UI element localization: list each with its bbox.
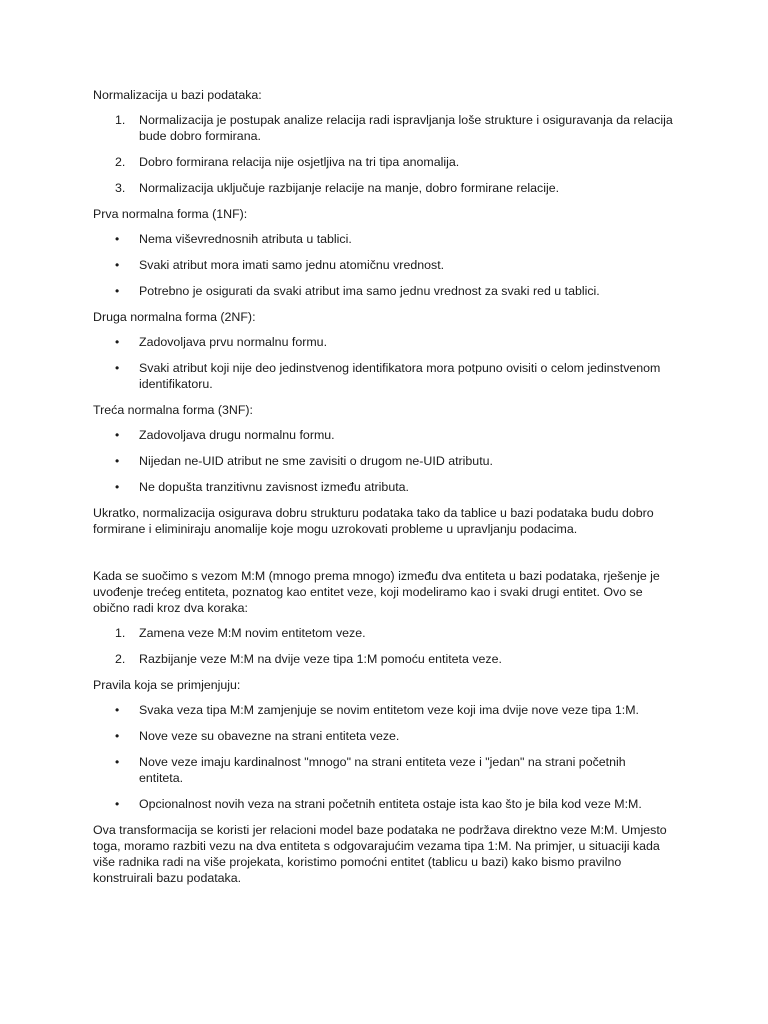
list-item-text: Normalizacija je postupak analize relacija radi ispravljanja loše strukture i osiguravanja da relacija bude dobro formirana. [139,113,673,143]
intro-list [93,112,673,196]
list-number: 2. [115,155,126,169]
list-item-text: Normalizacija uključuje razbijanje relacije na manje, dobro formirane relacije. [139,181,560,195]
list-item-text: Zadovoljava prvu normalnu formu. [139,335,328,349]
list-item [93,651,673,667]
list-item [93,754,673,786]
bullet-icon: • [115,284,120,298]
summary-paragraph: Ukratko, normalizacija osigurava dobru strukturu podataka tako da tablice u bazi podataka budu dobro formirane i eliminiraju anomalije koje mogu uzrokovati probleme u upravljanju podacima. [93,506,654,536]
list-item [93,334,673,350]
list-item-text: Ne dopušta tranzitivnu zavisnost između atributa. [139,480,409,494]
list-item-text: Nove veze su obavezne na strani entiteta veze. [139,729,400,743]
list-item-text: Svaki atribut koji nije deo jedinstvenog identifikatora mora potpuno ovisiti o celom jedinstvenom identifikatoru. [139,361,661,391]
list-item [93,427,673,443]
list-number: 1. [115,626,126,640]
list-item [93,728,673,744]
list-item-text: Zamena veze M:M novim entitetom veze. [139,626,366,640]
nf1-list [93,231,673,299]
nf1-heading: Prva normalna forma (1NF): [93,207,248,221]
bullet-icon: • [115,755,120,769]
bullet-icon: • [115,361,120,375]
list-item-text: Potrebno je osigurati da svaki atribut ima samo jednu vrednost za svaki red u tablici. [139,284,600,298]
bullet-icon: • [115,797,120,811]
intro-heading: Normalizacija u bazi podataka: [93,88,262,102]
list-item [93,360,673,392]
bullet-icon: • [115,729,120,743]
list-item-text: Razbijanje veze M:M na dvije veze tipa 1:M pomoću entiteta veze. [139,652,502,666]
list-item [93,625,673,641]
bullet-icon: • [115,703,120,717]
list-number: 2. [115,652,126,666]
nf2-list [93,334,673,392]
list-item-text: Svaka veza tipa M:M zamjenjuje se novim entitetom veze koji ima dvije nove veze tipa 1:M. [139,703,639,717]
list-item-text: Zadovoljava drugu normalnu formu. [139,428,335,442]
mm-steps-list [93,625,673,667]
list-item-text: Nove veze imaju kardinalnost "mnogo" na strani entiteta veze i "jedan" na strani početnih entiteta. [139,755,626,785]
list-item-text: Dobro formirana relacija nije osjetljiva na tri tipa anomalija. [139,155,460,169]
list-item [93,796,673,812]
rules-heading: Pravila koja se primjenjuju: [93,678,241,692]
bullet-icon: • [115,258,120,272]
list-item [93,231,673,247]
bullet-icon: • [115,232,120,246]
document-page [93,87,673,895]
list-item [93,702,673,718]
list-item-text: Opcionalnost novih veza na strani početnih entiteta ostaje ista kao što je bila kod veze M:M. [139,797,642,811]
bullet-icon: • [115,454,120,468]
bullet-icon: • [115,335,120,349]
nf2-heading: Druga normalna forma (2NF): [93,310,256,324]
mm-intro-paragraph: Kada se suočimo s vezom M:M (mnogo prema mnogo) između dva entiteta u bazi podataka, rješenje je uvođenje trećeg entiteta, poznatog kao entitet veze, koji modeliramo kao i svaki drugi entitet. Ovo se obično radi kroz dva koraka: [93,569,660,615]
list-item [93,154,673,170]
bullet-icon: • [115,480,120,494]
list-item [93,112,673,144]
conclusion-paragraph: Ova transformacija se koristi jer relacioni model baze podataka ne podržava direktno veze M:M. Umjesto toga, moramo razbiti vezu na dva entiteta s odgovarajućim vezama tipa 1:M. Na primjer, u situaciji kada više radnika radi na više projekata, koristimo pomoćni entitet (tablicu u bazi) kako bismo pravilno konstruirali bazu podataka. [93,823,667,885]
list-item [93,283,673,299]
bullet-icon: • [115,428,120,442]
list-number: 1. [115,113,126,127]
list-item [93,257,673,273]
nf3-list [93,427,673,495]
list-item-text: Nema viševrednosnih atributa u tablici. [139,232,352,246]
nf3-heading: Treća normalna forma (3NF): [93,403,253,417]
list-number: 3. [115,181,126,195]
rules-list [93,702,673,812]
list-item [93,479,673,495]
list-item [93,180,673,196]
list-item-text: Nijedan ne-UID atribut ne sme zavisiti o drugom ne-UID atributu. [139,454,493,468]
blank-line [93,546,673,568]
list-item-text: Svaki atribut mora imati samo jednu atomičnu vrednost. [139,258,445,272]
list-item [93,453,673,469]
